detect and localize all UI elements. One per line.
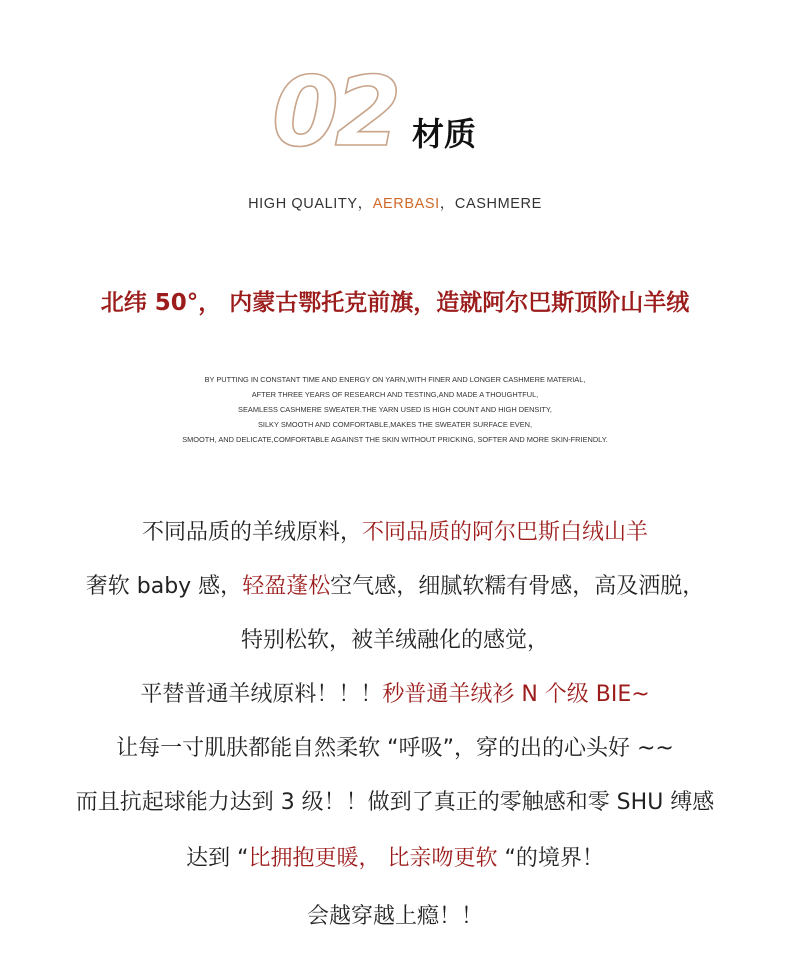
english-description <box>0 372 790 447</box>
subtitle-part1: HIGH QUALITY， <box>248 196 373 212</box>
subtitle-part2: ，CASHMERE <box>439 196 542 212</box>
body-line-3: 特别松软，被羊绒融化的感觉， <box>240 628 549 653</box>
english-line: SILKY SMOOTH AND COMFORTABLE,MAKES THE SWEATER SURFACE EVEN, <box>257 420 533 429</box>
body-line-1 <box>0 518 790 548</box>
text: 不同品质的羊绒原料， <box>141 520 362 545</box>
text: 达到 “ <box>186 846 249 871</box>
english-line: SMOOTH, AND DELICATE,COMFORTABLE AGAINST THE SKIN WITHOUT PRICKING, SOFTER AND MORE SKIN-FRIENDLY. <box>182 435 608 444</box>
body-line-4 <box>0 680 790 710</box>
body-line-5: 让每一寸肌肤都能自然柔软 “呼吸”，穿的出的心头好 ~~ <box>116 736 674 761</box>
highlight: 比拥抱更暖， 比亲吻更软 <box>248 846 498 871</box>
highlight: 不同品质的阿尔巴斯白绒山羊 <box>362 520 649 545</box>
text: 空气感，细腻软糯有骨感，高及洒脱， <box>330 574 705 599</box>
english-line: AFTER THREE YEARS OF RESEARCH AND TESTING,AND MADE A THOUGHTFUL, <box>251 390 539 399</box>
highlight: 秒普通羊绒衫 N 个级 BIE~ <box>382 682 650 707</box>
body-line-2 <box>0 572 790 602</box>
subtitle <box>0 192 790 213</box>
english-line: BY PUTTING IN CONSTANT TIME AND ENERGY ON YARN,WITH FINER AND LONGER CASHMERE MATERIAL, <box>204 375 586 384</box>
text: “的境界！ <box>497 846 604 871</box>
english-line: SEAMLESS CASHMERE SWEATER.THE YARN USED IS HIGH COUNT AND HIGH DENSITY, <box>238 405 552 414</box>
section-title: 材质 <box>412 115 477 153</box>
body-line-7 <box>0 844 790 874</box>
headline: 北纬 50°， 内蒙古鄂托克前旗，造就阿尔巴斯顶阶山羊绒 <box>100 290 690 316</box>
highlight: 轻盈蓬松 <box>242 574 331 599</box>
section-number: 02 <box>272 56 398 168</box>
subtitle-brand: AERBASI <box>372 196 440 212</box>
body-line-8: 会越穿越上瘾！！ <box>306 904 483 929</box>
section-header <box>0 56 790 168</box>
text: 平替普通羊绒原料！！！ <box>140 682 383 707</box>
text: 奢软 baby 感， <box>85 574 243 599</box>
body-line-6: 而且抗起球能力达到 3 级！！做到了真正的零触感和零 SHU 缚感 <box>75 790 715 815</box>
